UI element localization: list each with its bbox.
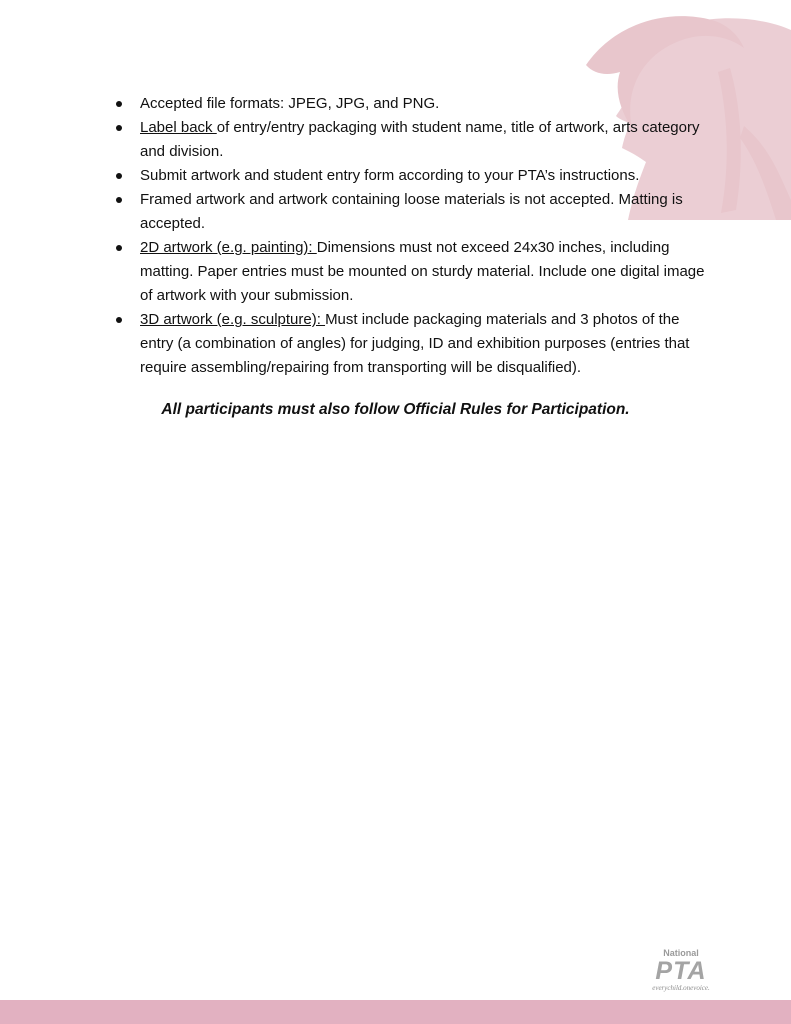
list-item (113, 308, 713, 380)
item-text: Submit artwork and student entry form according to your PTA’s instructions. (140, 167, 640, 184)
list-item (113, 116, 713, 164)
item-text: Framed artwork and artwork containing loose materials is not accepted. Matting is accepted. (140, 191, 683, 232)
closing-statement: All participants must also follow Official Rules for Participation. (161, 401, 630, 418)
list-item (113, 164, 713, 188)
item-underlined: 3D artwork (e.g. sculpture): (140, 311, 326, 328)
national-pta-logo (640, 948, 722, 996)
item-text: Accepted file formats: JPEG, JPG, and PNG. (140, 95, 440, 112)
item-text: Must include packaging materials and 3 photos of the entry (a combination of angles) for judging, ID and exhibition purposes (entries that require assembling/repairing from transporting will be disqualified). (140, 311, 690, 376)
item-text: Dimensions must not exceed 24x30 inches, including matting. Paper entries must be mounted on sturdy material. Include one digital image of artwork with your submission. (140, 239, 705, 304)
footer-bar (0, 1000, 791, 1024)
list-item (113, 188, 713, 236)
logo-national-text: National (663, 948, 699, 958)
requirements-list (113, 92, 713, 380)
item-underlined: 2D artwork (e.g. painting): (140, 239, 317, 256)
list-item (113, 92, 713, 116)
list-item (113, 236, 713, 308)
logo-pta-text: PTA (655, 957, 707, 985)
item-underlined: Label back (140, 119, 217, 136)
item-text: of entry/entry packaging with student name, title of artwork, arts category and division. (140, 119, 700, 160)
logo-tagline: everychild.onevoice. (652, 984, 710, 992)
